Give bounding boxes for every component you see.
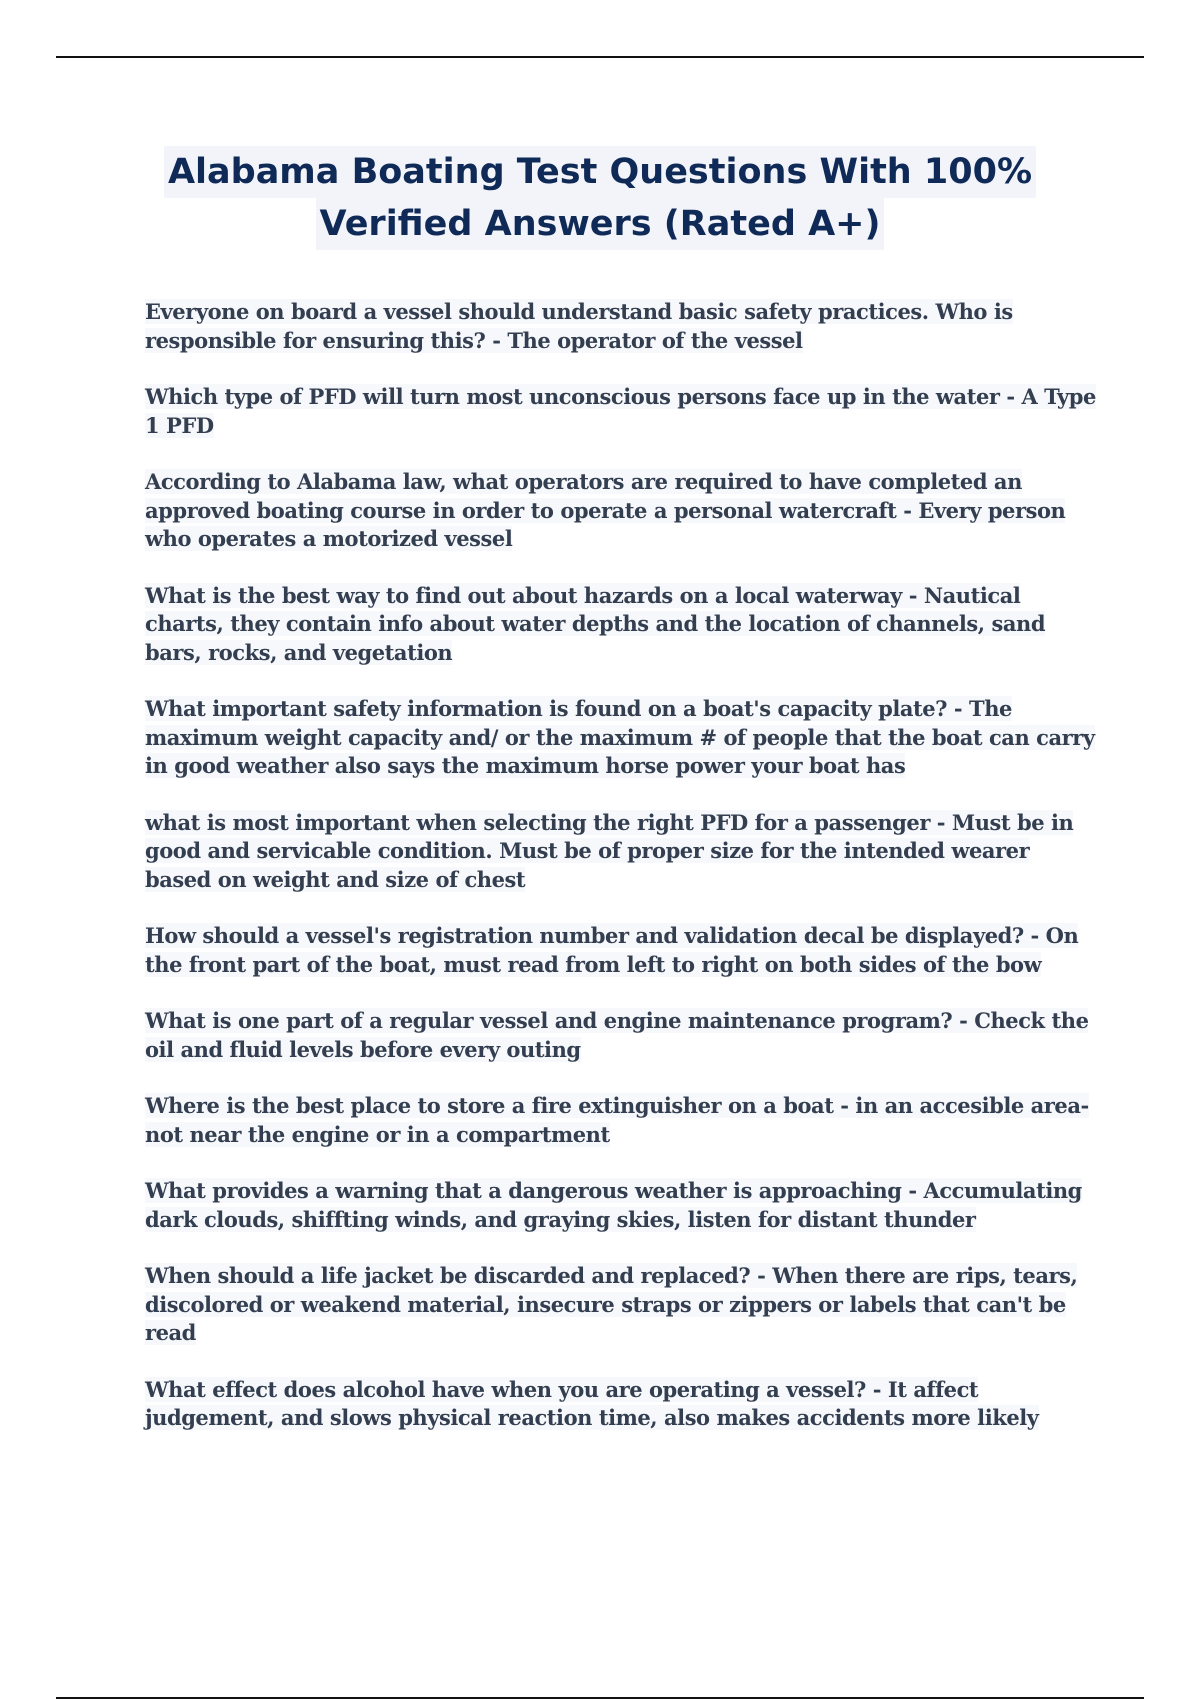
qa-item — [145, 1007, 1100, 1064]
qa-text: Which type of PFD will turn most unconscious persons face up in the water - A Type 1 PFD — [145, 384, 1096, 438]
qa-text: According to Alabama law, what operators are required to have completed an approved boating course in order to operate a personal watercraft - Every person who operates a motorized vessel — [145, 469, 1066, 551]
qa-item — [145, 582, 1100, 668]
document-title — [0, 146, 1200, 250]
qa-item — [145, 1092, 1100, 1149]
qa-item — [145, 809, 1100, 895]
qa-text: What important safety information is found on a boat's capacity plate? - The maximum weight capacity and/ or the maximum # of people that the boat can carry in good weather also says the maximum horse power your boat has — [145, 696, 1095, 778]
qa-item — [145, 1262, 1100, 1348]
qa-item — [145, 468, 1100, 554]
title-line-2: Verified Answers (Rated A+) — [316, 198, 885, 250]
qa-item — [145, 695, 1100, 781]
qa-item — [145, 1177, 1100, 1234]
bottom-rule — [56, 1697, 1144, 1699]
qa-item — [145, 383, 1100, 440]
title-line-1: Alabama Boating Test Questions With 100% — [164, 146, 1036, 198]
qa-item — [145, 298, 1100, 355]
qa-item — [145, 922, 1100, 979]
qa-item — [145, 1376, 1100, 1433]
qa-text: What effect does alcohol have when you are operating a vessel? - It affect judgement, and slows physical reaction time, also makes accidents more likely — [145, 1376, 1039, 1430]
top-rule — [56, 56, 1144, 58]
qa-text: what is most important when selecting the right PFD for a passenger - Must be in good and servicable condition. Must be of proper size for the intended wearer based on weight and size of chest — [145, 809, 1074, 892]
qa-text: How should a vessel's registration number and validation decal be displayed? - On the front part of the boat, must read from left to right on both sides of the bow — [145, 923, 1079, 977]
qa-text: When should a life jacket be discarded and replaced? - When there are rips, tears, discolored or weakend material, insecure straps or zippers or labels that can't be read — [145, 1263, 1078, 1345]
qa-text: What provides a warning that a dangerous weather is approaching - Accumulating dark clouds, shiffting winds, and graying skies, listen for distant thunder — [145, 1178, 1082, 1232]
qa-text: Everyone on board a vessel should understand basic safety practices. Who is responsible for ensuring this? - The operator of the vessel — [145, 299, 1013, 353]
qa-text: Where is the best place to store a fire extinguisher on a boat - in an accesible area- not near the engine or in a compartment — [145, 1093, 1089, 1147]
qa-text: What is the best way to find out about hazards on a local waterway - Nautical charts, they contain info about water depths and the location of channels, sand bars, rocks, and vegetation — [145, 582, 1046, 665]
qa-list — [145, 298, 1100, 1461]
qa-text: What is one part of a regular vessel and engine maintenance program? - Check the oil and fluid levels before every outing — [145, 1008, 1089, 1062]
